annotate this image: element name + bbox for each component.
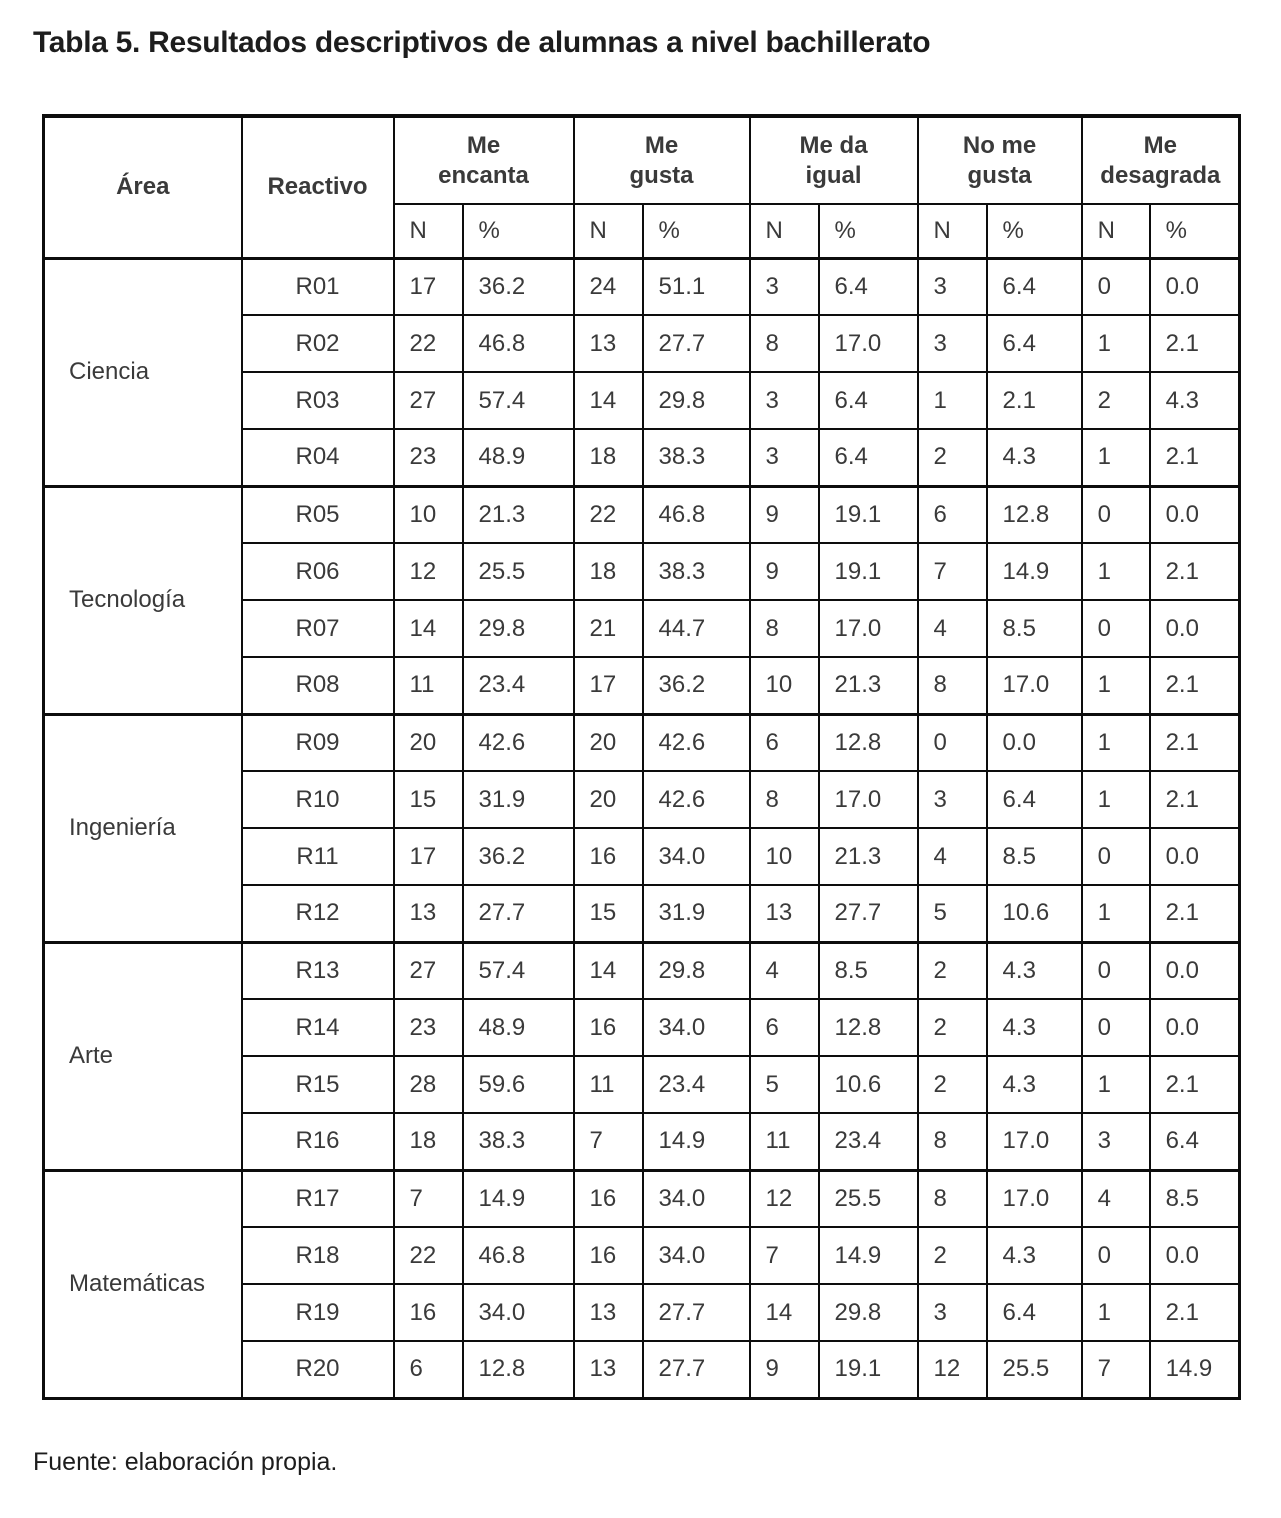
pct-value-cell: 42.6 — [643, 771, 750, 828]
pct-value-cell: 14.9 — [643, 1113, 750, 1170]
n-value-cell: 13 — [574, 1341, 643, 1398]
n-value-cell: 16 — [574, 999, 643, 1056]
n-value-cell: 7 — [750, 1227, 819, 1284]
n-value-cell: 5 — [918, 885, 987, 942]
table-body — [44, 258, 1240, 1398]
n-value-cell: 1 — [1082, 429, 1150, 486]
pct-value-cell: 19.1 — [819, 1341, 918, 1398]
subheader-pct: % — [819, 204, 918, 258]
n-value-cell: 7 — [394, 1170, 463, 1227]
reactivo-cell: R19 — [242, 1284, 394, 1341]
n-value-cell: 1 — [1082, 714, 1150, 771]
reactivo-cell: R10 — [242, 771, 394, 828]
pct-value-cell: 29.8 — [643, 942, 750, 999]
n-value-cell: 11 — [394, 657, 463, 714]
pct-value-cell: 2.1 — [1150, 315, 1240, 372]
scale-label-line: gusta — [967, 161, 1032, 189]
pct-value-cell: 23.4 — [643, 1056, 750, 1113]
n-value-cell: 5 — [750, 1056, 819, 1113]
n-value-cell: 2 — [918, 999, 987, 1056]
reactivo-cell: R14 — [242, 999, 394, 1056]
pct-value-cell: 4.3 — [987, 942, 1082, 999]
n-value-cell: 14 — [574, 372, 643, 429]
reactivo-cell: R06 — [242, 543, 394, 600]
n-value-cell: 18 — [394, 1113, 463, 1170]
table-row — [44, 942, 1240, 999]
n-value-cell: 23 — [394, 429, 463, 486]
pct-value-cell: 25.5 — [463, 543, 574, 600]
reactivo-cell: R11 — [242, 828, 394, 885]
n-value-cell: 6 — [394, 1341, 463, 1398]
n-value-cell: 8 — [918, 1170, 987, 1227]
n-value-cell: 8 — [918, 657, 987, 714]
n-value-cell: 21 — [574, 600, 643, 657]
reactivo-cell: R18 — [242, 1227, 394, 1284]
n-value-cell: 2 — [918, 942, 987, 999]
n-value-cell: 3 — [750, 372, 819, 429]
n-value-cell: 10 — [394, 486, 463, 543]
subheader-n: N — [750, 204, 819, 258]
n-value-cell: 7 — [918, 543, 987, 600]
reactivo-cell: R03 — [242, 372, 394, 429]
pct-value-cell: 36.2 — [643, 657, 750, 714]
pct-value-cell: 48.9 — [463, 999, 574, 1056]
n-value-cell: 14 — [574, 942, 643, 999]
pct-value-cell: 8.5 — [987, 600, 1082, 657]
n-value-cell: 8 — [750, 315, 819, 372]
n-value-cell: 9 — [750, 1341, 819, 1398]
pct-value-cell: 21.3 — [463, 486, 574, 543]
pct-value-cell: 14.9 — [1150, 1341, 1240, 1398]
n-value-cell: 15 — [574, 885, 643, 942]
n-value-cell: 22 — [394, 1227, 463, 1284]
n-value-cell: 11 — [574, 1056, 643, 1113]
pct-value-cell: 12.8 — [819, 714, 918, 771]
pct-value-cell: 0.0 — [1150, 828, 1240, 885]
pct-value-cell: 4.3 — [1150, 372, 1240, 429]
reactivo-cell: R15 — [242, 1056, 394, 1113]
pct-value-cell: 6.4 — [987, 1284, 1082, 1341]
table-row — [44, 258, 1240, 315]
table-row — [44, 1170, 1240, 1227]
n-value-cell: 0 — [1082, 828, 1150, 885]
n-value-cell: 8 — [750, 771, 819, 828]
pct-value-cell: 8.5 — [819, 942, 918, 999]
pct-value-cell: 57.4 — [463, 372, 574, 429]
pct-value-cell: 21.3 — [819, 828, 918, 885]
pct-value-cell: 2.1 — [1150, 657, 1240, 714]
n-value-cell: 1 — [1082, 885, 1150, 942]
n-value-cell: 3 — [918, 315, 987, 372]
n-value-cell: 24 — [574, 258, 643, 315]
pct-value-cell: 14.9 — [463, 1170, 574, 1227]
area-cell: Ingeniería — [44, 714, 242, 942]
scale-label-line: encanta — [438, 161, 529, 189]
results-table — [42, 114, 1241, 1400]
pct-value-cell: 6.4 — [987, 315, 1082, 372]
pct-value-cell: 10.6 — [819, 1056, 918, 1113]
subheader-pct: % — [987, 204, 1082, 258]
reactivo-cell: R01 — [242, 258, 394, 315]
n-value-cell: 0 — [1082, 942, 1150, 999]
pct-value-cell: 36.2 — [463, 258, 574, 315]
pct-value-cell: 0.0 — [1150, 942, 1240, 999]
n-value-cell: 4 — [1082, 1170, 1150, 1227]
pct-value-cell: 2.1 — [1150, 1056, 1240, 1113]
n-value-cell: 16 — [574, 828, 643, 885]
pct-value-cell: 27.7 — [819, 885, 918, 942]
n-value-cell: 3 — [750, 258, 819, 315]
n-value-cell: 20 — [394, 714, 463, 771]
col-header-no-me-gusta — [918, 116, 1082, 204]
n-value-cell: 2 — [918, 1056, 987, 1113]
reactivo-cell: R09 — [242, 714, 394, 771]
reactivo-cell: R16 — [242, 1113, 394, 1170]
pct-value-cell: 31.9 — [643, 885, 750, 942]
n-value-cell: 12 — [918, 1341, 987, 1398]
n-value-cell: 1 — [1082, 315, 1150, 372]
pct-value-cell: 6.4 — [819, 372, 918, 429]
pct-value-cell: 19.1 — [819, 543, 918, 600]
scale-label-line: Me — [644, 131, 679, 159]
pct-value-cell: 44.7 — [643, 600, 750, 657]
n-value-cell: 13 — [394, 885, 463, 942]
n-value-cell: 13 — [574, 1284, 643, 1341]
pct-value-cell: 12.8 — [987, 486, 1082, 543]
pct-value-cell: 25.5 — [987, 1341, 1082, 1398]
n-value-cell: 10 — [750, 657, 819, 714]
pct-value-cell: 4.3 — [987, 1056, 1082, 1113]
n-value-cell: 3 — [918, 1284, 987, 1341]
pct-value-cell: 17.0 — [819, 600, 918, 657]
pct-value-cell: 27.7 — [463, 885, 574, 942]
pct-value-cell: 6.4 — [1150, 1113, 1240, 1170]
n-value-cell: 16 — [574, 1227, 643, 1284]
n-value-cell: 16 — [394, 1284, 463, 1341]
pct-value-cell: 4.3 — [987, 999, 1082, 1056]
pct-value-cell: 48.9 — [463, 429, 574, 486]
n-value-cell: 9 — [750, 486, 819, 543]
scale-label-line: gusta — [629, 161, 694, 189]
n-value-cell: 27 — [394, 372, 463, 429]
n-value-cell: 4 — [918, 828, 987, 885]
reactivo-cell: R20 — [242, 1341, 394, 1398]
pct-value-cell: 31.9 — [463, 771, 574, 828]
pct-value-cell: 57.4 — [463, 942, 574, 999]
reactivo-cell: R12 — [242, 885, 394, 942]
table-header — [44, 116, 1240, 258]
reactivo-cell: R17 — [242, 1170, 394, 1227]
pct-value-cell: 6.4 — [819, 258, 918, 315]
pct-value-cell: 59.6 — [463, 1056, 574, 1113]
pct-value-cell: 2.1 — [1150, 714, 1240, 771]
reactivo-cell: R05 — [242, 486, 394, 543]
pct-value-cell: 0.0 — [1150, 999, 1240, 1056]
subheader-pct: % — [463, 204, 574, 258]
subheader-n: N — [1082, 204, 1150, 258]
n-value-cell: 6 — [750, 999, 819, 1056]
col-header-me-gusta — [574, 116, 750, 204]
n-value-cell: 12 — [750, 1170, 819, 1227]
subheader-pct: % — [1150, 204, 1240, 258]
pct-value-cell: 21.3 — [819, 657, 918, 714]
col-header-me-desagrada — [1082, 116, 1240, 204]
source-note: Fuente: elaboración propia. — [33, 1447, 338, 1476]
area-cell: Arte — [44, 942, 242, 1170]
n-value-cell: 22 — [574, 486, 643, 543]
pct-value-cell: 0.0 — [987, 714, 1082, 771]
pct-value-cell: 2.1 — [1150, 1284, 1240, 1341]
n-value-cell: 12 — [394, 543, 463, 600]
pct-value-cell: 17.0 — [987, 657, 1082, 714]
pct-value-cell: 42.6 — [643, 714, 750, 771]
n-value-cell: 20 — [574, 714, 643, 771]
subheader-n: N — [918, 204, 987, 258]
pct-value-cell: 8.5 — [1150, 1170, 1240, 1227]
n-value-cell: 28 — [394, 1056, 463, 1113]
reactivo-cell: R04 — [242, 429, 394, 486]
table-title: Tabla 5. Resultados descriptivos de alumnas a nivel bachillerato — [33, 26, 931, 59]
pct-value-cell: 2.1 — [1150, 429, 1240, 486]
pct-value-cell: 34.0 — [643, 1227, 750, 1284]
subheader-n: N — [574, 204, 643, 258]
col-header-reactivo: Reactivo — [242, 116, 394, 258]
subheader-pct: % — [643, 204, 750, 258]
n-value-cell: 18 — [574, 429, 643, 486]
n-value-cell: 14 — [750, 1284, 819, 1341]
pct-value-cell: 2.1 — [1150, 885, 1240, 942]
n-value-cell: 0 — [918, 714, 987, 771]
pct-value-cell: 19.1 — [819, 486, 918, 543]
scale-label-line: Me — [1143, 131, 1177, 159]
n-value-cell: 0 — [1082, 258, 1150, 315]
pct-value-cell: 29.8 — [819, 1284, 918, 1341]
pct-value-cell: 0.0 — [1150, 1227, 1240, 1284]
area-cell: Matemáticas — [44, 1170, 242, 1398]
col-header-area: Área — [44, 116, 242, 258]
n-value-cell: 8 — [750, 600, 819, 657]
reactivo-cell: R13 — [242, 942, 394, 999]
n-value-cell: 2 — [1082, 372, 1150, 429]
scale-label-line: desagrada — [1100, 161, 1221, 189]
pct-value-cell: 23.4 — [463, 657, 574, 714]
table-row — [44, 714, 1240, 771]
n-value-cell: 14 — [394, 600, 463, 657]
pct-value-cell: 4.3 — [987, 429, 1082, 486]
n-value-cell: 0 — [1082, 600, 1150, 657]
scale-label-line: Me da — [799, 131, 868, 159]
scale-label-line: igual — [805, 161, 862, 189]
n-value-cell: 17 — [574, 657, 643, 714]
pct-value-cell: 6.4 — [819, 429, 918, 486]
n-value-cell: 23 — [394, 999, 463, 1056]
pct-value-cell: 14.9 — [987, 543, 1082, 600]
n-value-cell: 13 — [574, 315, 643, 372]
n-value-cell: 7 — [574, 1113, 643, 1170]
n-value-cell: 18 — [574, 543, 643, 600]
area-cell: Tecnología — [44, 486, 242, 714]
pct-value-cell: 34.0 — [643, 1170, 750, 1227]
n-value-cell: 17 — [394, 258, 463, 315]
pct-value-cell: 17.0 — [819, 315, 918, 372]
table-row — [44, 486, 1240, 543]
pct-value-cell: 4.3 — [987, 1227, 1082, 1284]
n-value-cell: 27 — [394, 942, 463, 999]
n-value-cell: 3 — [918, 258, 987, 315]
pct-value-cell: 2.1 — [987, 372, 1082, 429]
pct-value-cell: 38.3 — [463, 1113, 574, 1170]
pct-value-cell: 46.8 — [643, 486, 750, 543]
pct-value-cell: 51.1 — [643, 258, 750, 315]
n-value-cell: 20 — [574, 771, 643, 828]
pct-value-cell: 6.4 — [987, 258, 1082, 315]
pct-value-cell: 0.0 — [1150, 486, 1240, 543]
n-value-cell: 6 — [750, 714, 819, 771]
n-value-cell: 2 — [918, 429, 987, 486]
pct-value-cell: 27.7 — [643, 1341, 750, 1398]
n-value-cell: 4 — [750, 942, 819, 999]
n-value-cell: 16 — [574, 1170, 643, 1227]
n-value-cell: 7 — [1082, 1341, 1150, 1398]
pct-value-cell: 6.4 — [987, 771, 1082, 828]
n-value-cell: 10 — [750, 828, 819, 885]
pct-value-cell: 34.0 — [643, 828, 750, 885]
pct-value-cell: 2.1 — [1150, 771, 1240, 828]
pct-value-cell: 0.0 — [1150, 600, 1240, 657]
subheader-n: N — [394, 204, 463, 258]
pct-value-cell: 27.7 — [643, 315, 750, 372]
pct-value-cell: 46.8 — [463, 315, 574, 372]
n-value-cell: 11 — [750, 1113, 819, 1170]
n-value-cell: 1 — [1082, 771, 1150, 828]
pct-value-cell: 34.0 — [643, 999, 750, 1056]
pct-value-cell: 34.0 — [463, 1284, 574, 1341]
pct-value-cell: 10.6 — [987, 885, 1082, 942]
col-header-me-encanta — [394, 116, 574, 204]
n-value-cell: 0 — [1082, 486, 1150, 543]
header-row-scales — [44, 116, 1240, 204]
n-value-cell: 1 — [1082, 1056, 1150, 1113]
pct-value-cell: 42.6 — [463, 714, 574, 771]
n-value-cell: 0 — [1082, 999, 1150, 1056]
pct-value-cell: 17.0 — [819, 771, 918, 828]
pct-value-cell: 12.8 — [819, 999, 918, 1056]
pct-value-cell: 29.8 — [463, 600, 574, 657]
n-value-cell: 3 — [1082, 1113, 1150, 1170]
n-value-cell: 3 — [918, 771, 987, 828]
pct-value-cell: 25.5 — [819, 1170, 918, 1227]
n-value-cell: 1 — [1082, 657, 1150, 714]
n-value-cell: 0 — [1082, 1227, 1150, 1284]
scale-label-line: Me — [466, 131, 501, 159]
pct-value-cell: 17.0 — [987, 1170, 1082, 1227]
pct-value-cell: 2.1 — [1150, 543, 1240, 600]
n-value-cell: 1 — [1082, 543, 1150, 600]
reactivo-cell: R08 — [242, 657, 394, 714]
pct-value-cell: 23.4 — [819, 1113, 918, 1170]
n-value-cell: 13 — [750, 885, 819, 942]
scale-label-line: No me — [962, 131, 1037, 159]
n-value-cell: 2 — [918, 1227, 987, 1284]
pct-value-cell: 14.9 — [819, 1227, 918, 1284]
pct-value-cell: 12.8 — [463, 1341, 574, 1398]
pct-value-cell: 27.7 — [643, 1284, 750, 1341]
n-value-cell: 3 — [750, 429, 819, 486]
n-value-cell: 22 — [394, 315, 463, 372]
n-value-cell: 1 — [918, 372, 987, 429]
reactivo-cell: R07 — [242, 600, 394, 657]
pct-value-cell: 17.0 — [987, 1113, 1082, 1170]
pct-value-cell: 29.8 — [643, 372, 750, 429]
pct-value-cell: 38.3 — [643, 429, 750, 486]
reactivo-cell: R02 — [242, 315, 394, 372]
pct-value-cell: 46.8 — [463, 1227, 574, 1284]
pct-value-cell: 0.0 — [1150, 258, 1240, 315]
n-value-cell: 1 — [1082, 1284, 1150, 1341]
area-cell: Ciencia — [44, 258, 242, 486]
pct-value-cell: 8.5 — [987, 828, 1082, 885]
n-value-cell: 15 — [394, 771, 463, 828]
n-value-cell: 9 — [750, 543, 819, 600]
n-value-cell: 17 — [394, 828, 463, 885]
n-value-cell: 4 — [918, 600, 987, 657]
n-value-cell: 8 — [918, 1113, 987, 1170]
pct-value-cell: 36.2 — [463, 828, 574, 885]
n-value-cell: 6 — [918, 486, 987, 543]
col-header-me-da-igual — [750, 116, 918, 204]
pct-value-cell: 38.3 — [643, 543, 750, 600]
